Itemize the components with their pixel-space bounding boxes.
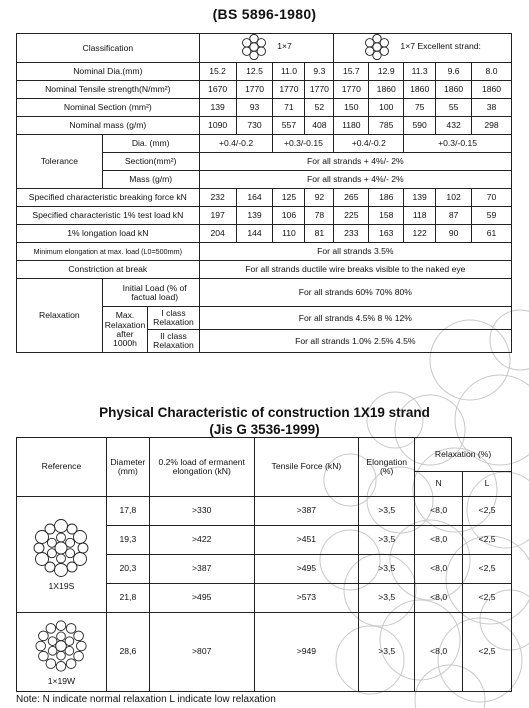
header-n: N [415,471,463,496]
cell: 139 [199,99,236,117]
cell: 21,8 [106,584,149,613]
header-tensile: Tensile Force (kN) [254,438,359,497]
cell: >387 [254,497,359,526]
cell: 1090 [199,117,236,135]
nominal-section-row [17,99,512,117]
cell: >3,5 [359,584,415,613]
cell: 150 [334,99,369,117]
table-row [17,497,512,526]
title-1x19 [0,404,529,438]
cell: <2,5 [463,613,512,692]
cell: 204 [199,225,236,243]
cell: 233 [334,225,369,243]
cell: 100 [369,99,404,117]
tensile-strength-row [17,81,512,99]
cell: 1770 [236,81,273,99]
bs5896-table [16,33,512,353]
cell: >495 [254,555,359,584]
cell: 1180 [334,117,369,135]
strand-1x19s-icon [31,518,91,578]
cell: 265 [334,189,369,207]
cell: >451 [254,526,359,555]
cell: +0.3/-0.15 [273,135,334,153]
cell: For all strands 1.0% 2.5% 4.5% [199,330,511,353]
breaking-force-row [17,189,512,207]
row-label: Nominal mass (g/m) [17,117,200,135]
cell: <2,5 [463,526,512,555]
initial-load-text: Initial Load (% of factual load) [122,282,187,302]
cell: 730 [236,117,273,135]
cell: 71 [273,99,305,117]
header-l: L [463,471,512,496]
min-elongation-row [17,243,512,261]
cell: >3,5 [359,613,415,692]
header-diameter: Diameter (mm) [106,438,149,497]
tolerance-dia-row [17,135,512,153]
strand-1x19w-icon [31,617,91,675]
cell: 1770 [273,81,305,99]
cell: 59 [472,207,512,225]
cell: For all strands + 4%/- 2% [199,153,511,171]
cell: 1860 [369,81,404,99]
cell: 110 [273,225,305,243]
cell: 20,3 [106,555,149,584]
cell: 55 [436,99,472,117]
row-label: 1% longation load kN [17,225,200,243]
class-1x7-excellent [334,34,512,63]
cell: 408 [305,117,334,135]
header-row [17,438,512,472]
cell: 81 [305,225,334,243]
cell: 139 [404,189,436,207]
tol-dia-label: Dia. (mm) [102,135,199,153]
header-reference: Reference [17,438,107,497]
cell: >3,5 [359,497,415,526]
row-label: Minimum elongation at max. load (L0=500mm) [17,243,200,261]
cell: 590 [404,117,436,135]
row-label: Nominal Dia.(mm) [17,63,200,81]
class-1x7-label: 1×7 [277,41,292,52]
cell: +0.4/-0.2 [199,135,273,153]
cell: >422 [149,526,254,555]
elongation-load-row [17,225,512,243]
group-1x19w [17,613,107,692]
iclass-label: I class Relaxation [148,307,199,330]
cell: 19,3 [106,526,149,555]
cell: 12.9 [369,63,404,81]
header-relaxation: Relaxation (%) [415,438,512,472]
cell: 1670 [199,81,236,99]
header-elongation: Elongation (%) [359,438,415,497]
title-1x19-line1: Physical Characteristic of construction 1X19 strand [99,405,430,420]
cell: 1860 [472,81,512,99]
cell: 15.2 [199,63,236,81]
cell: 144 [236,225,273,243]
iiclass-label: II class Relaxation [153,331,194,351]
cell: 52 [305,99,334,117]
cell: 106 [273,207,305,225]
cell: >330 [149,497,254,526]
cell: 61 [472,225,512,243]
cell: 75 [404,99,436,117]
relaxation-initial-row [17,279,512,307]
tolerance-label: Tolerance [17,135,103,189]
cell: For all strands + 4%/- 2% [199,171,511,189]
max-relax-label: Max. Relaxation after 1000h [103,307,148,352]
cell: 1770 [334,81,369,99]
max-relax-subtable [103,307,199,352]
cell: 158 [369,207,404,225]
group-1x19w-label: 1×19W [47,676,76,687]
cell: +0.3/-0.15 [404,135,512,153]
cell: 11.3 [404,63,436,81]
cell: 93 [236,99,273,117]
cell: For all strands ductile wire breaks visible to the naked eye [199,261,511,279]
cell: <8,0 [415,555,463,584]
row-label: Specified characteristic breaking force kN [17,189,200,207]
group-1x19s [17,497,107,613]
cell: <8,0 [415,526,463,555]
jis-table [16,437,512,692]
cell: 432 [436,117,472,135]
cell: +0.4/-0.2 [334,135,404,153]
cell: 8.0 [472,63,512,81]
header-load: 0.2% load of ermanent elongation (kN) [149,438,254,497]
cell: >949 [254,613,359,692]
constriction-row [17,261,512,279]
cell: 122 [404,225,436,243]
cell: 17,8 [106,497,149,526]
cell: <2,5 [463,584,512,613]
cell: 102 [436,189,472,207]
class-1x7 [199,34,334,63]
cell: 11.0 [273,63,305,81]
row-label: Nominal Tensile strength(N/mm²) [17,81,200,99]
cell: <2,5 [463,555,512,584]
cell: 225 [334,207,369,225]
cell: 139 [236,207,273,225]
cell: 118 [404,207,436,225]
classification-label: Classification [17,34,200,63]
nominal-mass-row [17,117,512,135]
cell: 70 [472,189,512,207]
cell: >573 [254,584,359,613]
title-1x19-line2: (Jis G 3536-1999) [209,422,320,437]
cell: <8,0 [415,497,463,526]
tol-mass-label: Mass (g/m) [102,171,199,189]
cell: 186 [369,189,404,207]
cell: 87 [436,207,472,225]
relaxation-label: Relaxation [17,279,103,353]
cell: 197 [199,207,236,225]
cell: 78 [305,207,334,225]
cell: 1860 [404,81,436,99]
nominal-dia-row [17,63,512,81]
cell: 28,6 [106,613,149,692]
cell: 12.5 [236,63,273,81]
cell: <8,0 [415,584,463,613]
cell: 164 [236,189,273,207]
cell: 125 [273,189,305,207]
cell: >3,5 [359,526,415,555]
cell: 38 [472,99,512,117]
cell: For all strands 3.5% [199,243,511,261]
cell: For all strands 60% 70% 80% [199,279,511,307]
footnote: Note: N indicate normal relaxation L indicate low relaxation [16,694,276,705]
cell: For all strands 4.5% 8 % 12% [199,307,511,330]
cell: <2,5 [463,497,512,526]
cell: 298 [472,117,512,135]
initial-load-label [102,279,199,307]
cell: 15.7 [334,63,369,81]
cell: 90 [436,225,472,243]
max-relax-cell [102,307,199,353]
tol-section-label: Section(mm²) [102,153,199,171]
class-1x7-excellent-label: 1×7 Excellent strand: [400,41,481,52]
cell: 785 [369,117,404,135]
title-bs5896: (BS 5896-1980) [212,6,317,22]
test-load-row [17,207,512,225]
cell: 1860 [436,81,472,99]
cell: <8,0 [415,613,463,692]
table-row [17,613,512,692]
strand-1x7-excellent-icon [364,34,390,60]
row-label: Specified characteristic 1% test load kN [17,207,200,225]
cell: 92 [305,189,334,207]
cell: 557 [273,117,305,135]
cell: >3,5 [359,555,415,584]
cell: 1770 [305,81,334,99]
row-label: Constriction at break [17,261,200,279]
strand-1x7-icon [241,34,267,60]
cell: >387 [149,555,254,584]
cell: 9.6 [436,63,472,81]
cell: >807 [149,613,254,692]
cell: 9.3 [305,63,334,81]
group-1x19s-label: 1X19S [48,580,75,591]
cell: 163 [369,225,404,243]
cell: 232 [199,189,236,207]
cell: >495 [149,584,254,613]
row-label: Nominal Section (mm²) [17,99,200,117]
classification-row [17,34,512,63]
